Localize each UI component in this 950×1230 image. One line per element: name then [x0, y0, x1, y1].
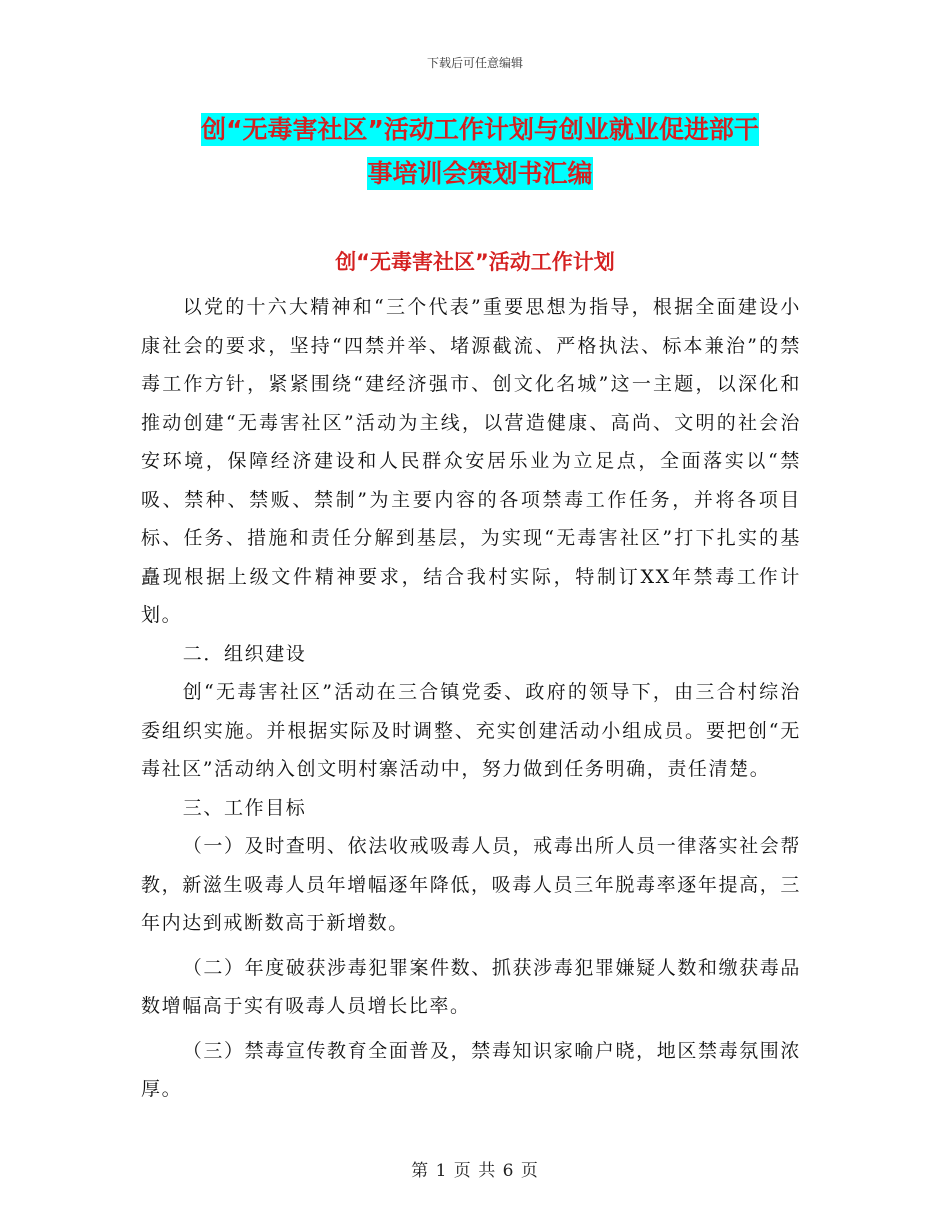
page-header-note: 下载后可任意编辑 [426, 56, 523, 70]
heading-organization: 二．组织建设 [182, 642, 307, 665]
section-heading: 创“无毒害社区”活动工作计划 [335, 250, 615, 274]
document-title [140, 108, 820, 196]
paragraph-goal-1: （一）及时查明、依法收戒吸毒人员，戒毒出所人员一律落实社会帮教，新滋生吸毒人员年增幅逐年降低，吸毒人员三年脱毒率逐年提高，三年内达到戒断数高于新增数。 [141, 835, 801, 934]
document-title-line-1: 创“无毒害社区”活动工作计划与创业就业促进部干 [201, 115, 759, 144]
heading-goals: 三、工作目标 [182, 796, 307, 819]
paragraph-intro: 以党的十六大精神和“三个代表”重要思想为指导，根据全面建设小康社会的要求，坚持“四禁并举、堵源截流、严格执法、标本兼治”的禁毒工作方针，紧紧围绕“建经济强市、创文化名城”这一主题，以深化和推动创建“无毒害社区”活动为主线，以营造健康、高尚、文明的社会治安环境，保障经济建设和人民群众安居乐业为立足点，全面落实以“禁吸、禁种、禁贩、禁制”为主要内容的各项禁毒工作任务，并将各项目标、任务、措施和责任分解到基层，为实现“无毒害社区”打下扎实的基矗现根据上级文件精神要求，结合我村实际，特制订XX年禁毒工作计划。 [141, 296, 801, 626]
document-title-line-2: 事培训会策划书汇编 [367, 159, 593, 188]
paragraph-organization: 创“无毒害社区”活动在三合镇党委、政府的领导下，由三合村综治委组织实施。并根据实际及时调整、充实创建活动小组成员。要把创“无毒社区”活动纳入创文明村寨活动中，努力做到任务明确，责任清楚。 [141, 681, 801, 780]
document-body [141, 288, 801, 1109]
page-number: 第 1 页 共 6 页 [411, 1161, 539, 1181]
paragraph-goal-3: （三）禁毒宣传教育全面普及，禁毒知识家喻户晓，地区禁毒氛围浓厚。 [141, 1039, 801, 1100]
paragraph-goal-2: （二）年度破获涉毒犯罪案件数、抓获涉毒犯罪嫌疑人数和缴获毒品数增幅高于实有吸毒人员增长比率。 [141, 956, 801, 1017]
